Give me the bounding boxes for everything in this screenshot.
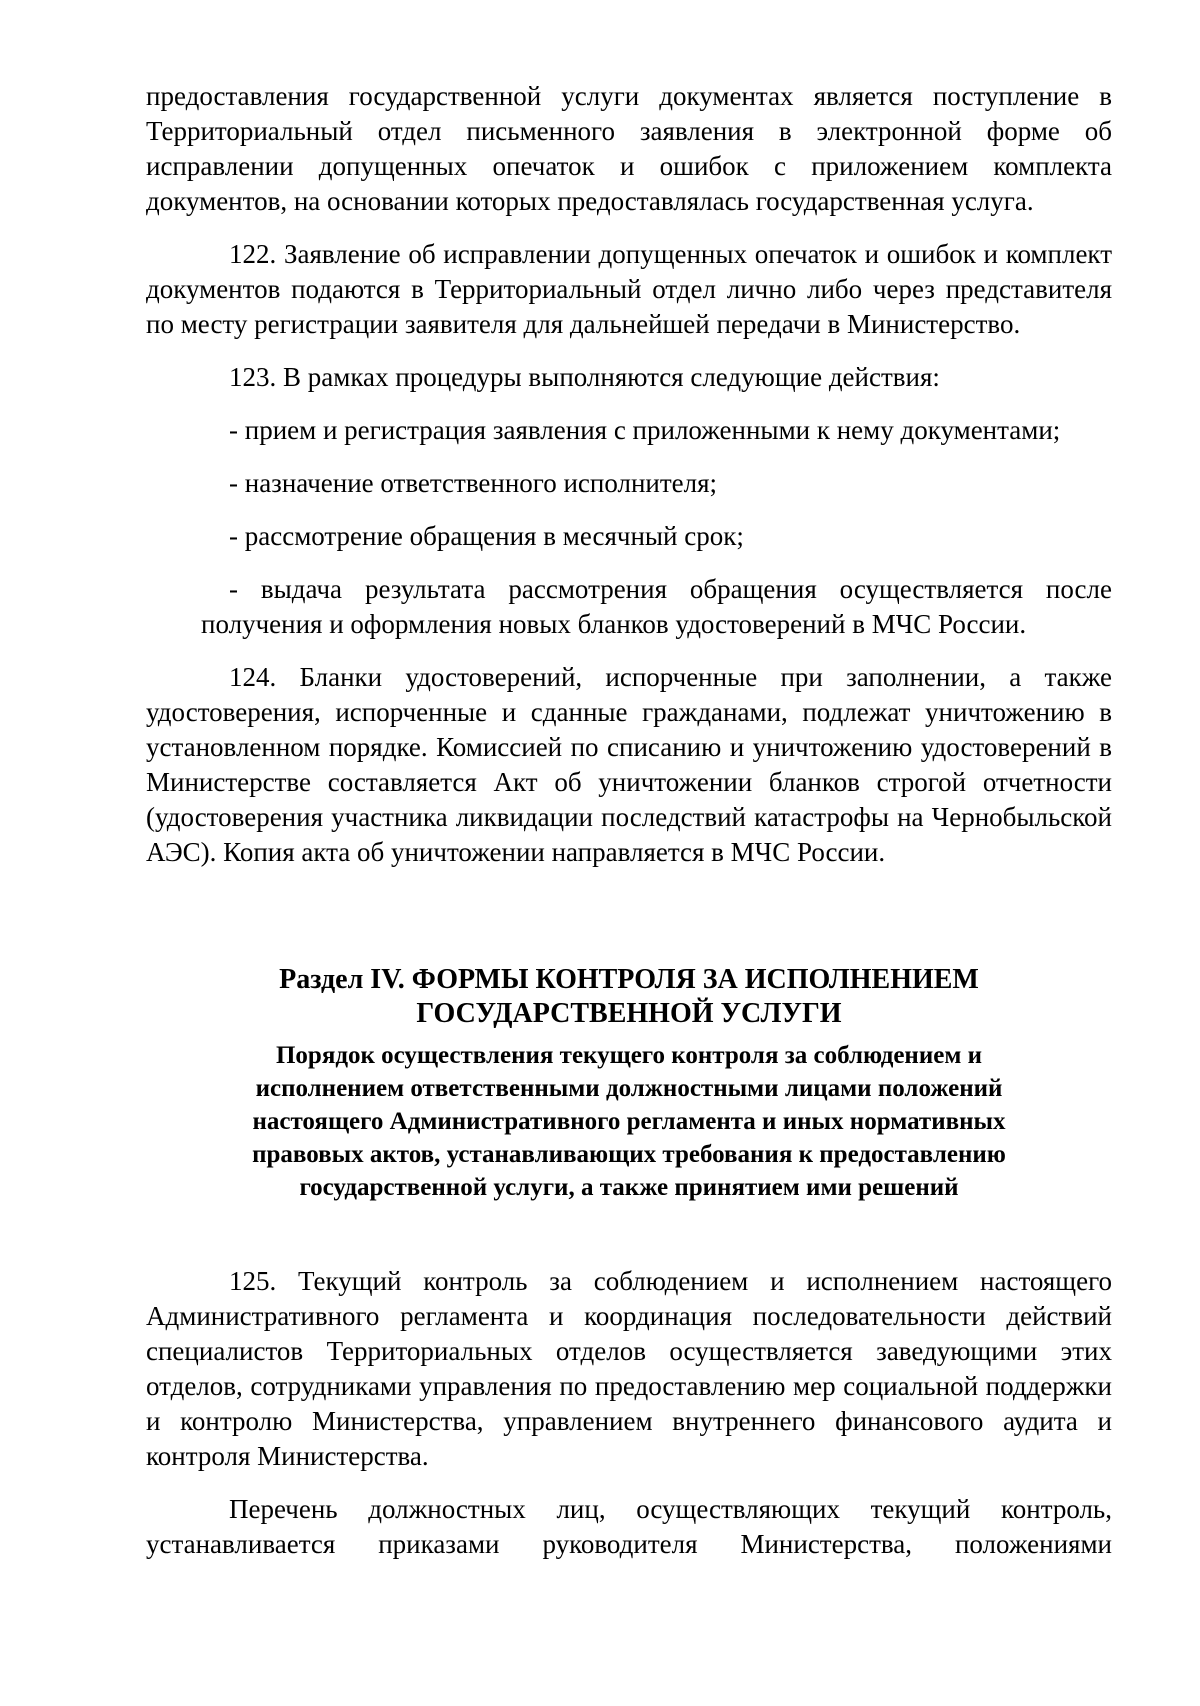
lower-body-text — [146, 1264, 1112, 1580]
paragraph-125: 125. Текущий контроль за соблюдением и исполнением настоящего Административного регламента и координация последовательности действий специалистов Территориальных отделов осуществляется заведующими этих отделов, сотрудниками управления по предоставлению мер социальной поддержки и контролю Министерства, управлением внутреннего финансового аудита и контроля Министерства. — [146, 1266, 1112, 1471]
list-item-review: - рассмотрение обращения в месячный срок; — [229, 521, 744, 551]
paragraph-123: 123. В рамках процедуры выполняются следующие действия: — [229, 362, 940, 392]
subsection-title-line: исполнением ответственными должностными лицами положений — [255, 1075, 1003, 1102]
paragraph-continuation: предоставления государственной услуги документах является поступление в Территориальный отдел письменного заявления в электронной форме об исправлении допущенных опечаток и ошибок с приложением комплекта документов, на основании которых предоставлялась государственная услуга. — [146, 81, 1112, 216]
paragraph-124: 124. Бланки удостоверений, испорченные при заполнении, а также удостоверения, испорченные и сданные гражданами, подлежат уничтожению в установленном порядке. Комиссией по списанию и уничтожению удостоверений в Министерстве составляется Акт об уничтожении бланков строгой отчетности (удостоверения участника ликвидации последствий катастрофы на Чернобыльской АЭС). Копия акта об уничтожении направляется в МЧС России. — [146, 662, 1112, 867]
list-item-assignment: - назначение ответственного исполнителя; — [229, 468, 718, 498]
list-item-issuance: - выдача результата рассмотрения обращения осуществляется после получения и оформления новых бланков удостоверений в МЧС России. — [201, 574, 1112, 639]
subsection-title-line: государственной услуги, а также принятием ими решений — [299, 1174, 959, 1201]
section-title-line-2: ГОСУДАРСТВЕННОЙ УСЛУГИ — [416, 998, 842, 1029]
paragraph-officials-list: Перечень должностных лиц, осуществляющих текущий контроль, устанавливается приказами руководителя Министерства, положениями — [146, 1494, 1112, 1559]
paragraph-122: 122. Заявление об исправлении допущенных опечаток и ошибок и комплект документов подаются в Территориальный отдел лично либо через представителя по месту регистрации заявителя для дальнейшей передачи в Министерство. — [146, 239, 1112, 339]
upper-body-text — [146, 79, 1112, 888]
subsection-title-line: настоящего Административного регламента и иных нормативных — [252, 1108, 1006, 1135]
section-heading-block — [146, 963, 1112, 1204]
subsection-title — [146, 1039, 1112, 1204]
subsection-title-line: Порядок осуществления текущего контроля за соблюдением и — [275, 1042, 983, 1069]
section-title-line-1: Раздел IV. ФОРМЫ КОНТРОЛЯ ЗА ИСПОЛНЕНИЕМ — [279, 964, 979, 995]
list-item-reception: - прием и регистрация заявления с приложенными к нему документами; — [229, 415, 1061, 445]
subsection-title-line: правовых актов, устанавливающих требования к предоставлению — [252, 1141, 1006, 1168]
